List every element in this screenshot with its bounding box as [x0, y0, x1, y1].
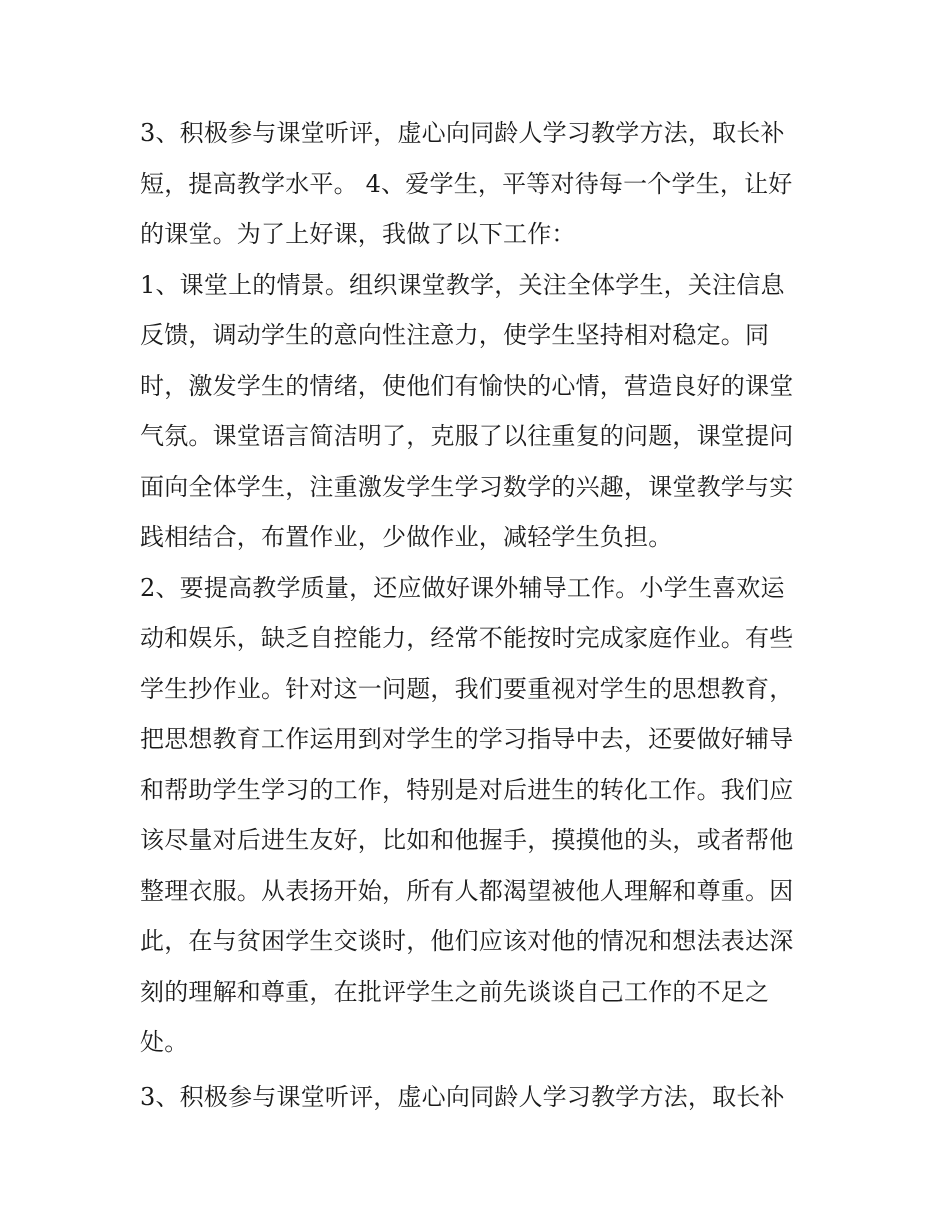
paragraph-2: [140, 260, 820, 563]
text-line: 的课堂。为了上好课，我做了以下工作：: [140, 220, 576, 248]
text-line: 该尽量对后进生友好，比如和他握手，摸摸他的头，或者帮他: [140, 826, 794, 854]
text-line: 践相结合，布置作业，少做作业，减轻学生负担。: [140, 523, 673, 551]
paragraph-1: [140, 108, 820, 260]
text-line: 面向全体学生，注重激发学生学习数学的兴趣，课堂教学与实: [140, 472, 794, 501]
text-line: 1、课堂上的情景。组织课堂教学，关注全体学生，关注信息: [140, 270, 785, 299]
text-line: 和帮助学生学习的工作，特别是对后进生的转化工作。我们应: [140, 775, 794, 804]
text-line: 此，在与贫困学生交谈时，他们应该对他的情况和想法表达深: [140, 927, 794, 955]
text-line: 刻的理解和尊重，在批评学生之前先谈谈自己工作的不足之: [140, 977, 770, 1006]
text-line: 3、积极参与课堂听评，虚心向同龄人学习教学方法，取长补: [140, 119, 785, 147]
text-line: 处。: [140, 1028, 189, 1056]
paragraph-4: [140, 1072, 820, 1123]
text-line: 反馈，调动学生的意向性注意力，使学生坚持相对稳定。同: [140, 321, 770, 349]
text-line: 学生抄作业。针对这一问题，我们要重视对学生的思想教育，: [140, 674, 794, 703]
text-line: 3、积极参与课堂听评，虚心向同龄人学习教学方法，取长补: [140, 1082, 785, 1111]
text-line: 把思想教育工作运用到对学生的学习指导中去，还要做好辅导: [140, 725, 794, 753]
text-line: 气氛。课堂语言简洁明了，克服了以往重复的问题，课堂提问: [140, 422, 794, 450]
text-line: 整理衣服。从表扬开始，所有人都渴望被他人理解和尊重。因: [140, 876, 794, 905]
text-line: 动和娱乐，缺乏自控能力，经常不能按时完成家庭作业。有些: [140, 624, 794, 652]
text-line: 时，激发学生的情绪，使他们有愉快的心情，营造良好的课堂: [140, 371, 794, 400]
text-line: 2、要提高教学质量，还应做好课外辅导工作。小学生喜欢运: [140, 573, 785, 602]
text-line: 短，提高教学水平。 4、爱学生，平等对待每一个学生，让好: [140, 169, 793, 198]
paragraph-3: [140, 563, 820, 1068]
document-body: [140, 108, 820, 1122]
